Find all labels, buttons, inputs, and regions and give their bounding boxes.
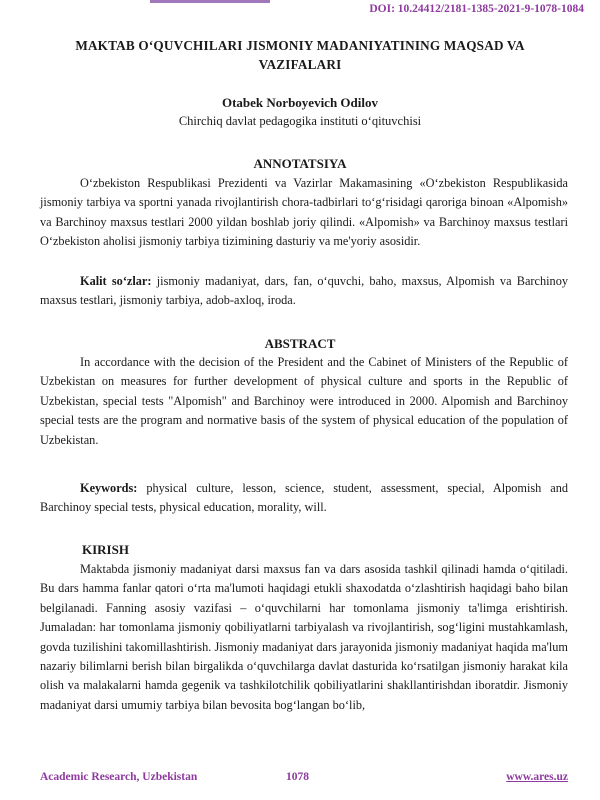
author-name: Otabek Norboyevich Odilov [221, 95, 378, 110]
header-strip [150, 0, 270, 3]
keywords-text: jismoniy madaniyat, dars, fan, o‘quvchi, baho, maxsus, Alpomish va Barchinoy maxsus testlari, jismoniy tarbiya, adob-axloq, iroda. [40, 274, 569, 308]
author-affiliation: Chirchiq davlat pedagogika instituti o‘qituvchisi [178, 114, 422, 128]
kirish-heading: KIRISH [82, 542, 129, 557]
abstract-text: In accordance with the decision of the President and the Cabinet of Ministers of the Republic of Uzbekistan on measures for further development of physical culture and sports in the Republic of Uzbekistan, special tests "Alpomish" and Barchinoy were introduced in 2000. Alpomish and Barchinoy special tests are the program and normative basis of the system of physical education of the population of Uzbekistan. [40, 355, 568, 447]
footer-page-number: 1078 [286, 771, 309, 783]
abstract-keywords [40, 479, 568, 518]
keywords-text: physical culture, lesson, science, student, assessment, special, Alpomish and Barchinoy special tests, physical education, morality, will. [40, 481, 568, 515]
annotatsiya-text: O‘zbekiston Respublikasi Prezidenti va Vazirlar Makamasining «O‘zbekiston Respublikasida jismoniy tarbiya va sportni yanada rivojlantirish chora-tadbirlari to‘g‘risidagi qaroriga binoan «Alpomish» va Barchinoy maxsus testlari 2000 yildan boshlab joriy qilindi. «Alpomish» va Barchinoy maxsus testlari O‘zbekiston aholisi jismoniy tarbiya tizimining dasturiy va me'yoriy asosidir. [40, 176, 568, 249]
kirish-text: Maktabda jismoniy madaniyat darsi maxsus fan va dars asosida tashkil qilinadi hamda o‘qitiladi. Bu dars hamma fanlar qatori o‘rta ma'lumoti haqidagi etukli shaxodatda o‘zlashtirish haqidagi baho bilan belgilanadi. Fanning asosiy vazifasi – o‘quvchilarni har tomonlama jismoniy ta'limga erishtirish. Jumaladan: har tomonlama jismoniy qobiliyatlarni tarbiyalash va rivojlantirish, sog‘ligini mustahkamlash, govda tuzilishini takomillashtirish. Jismoniy madaniyat dars jarayonida jismoniy madaniyat haqida ma'lum nazariy bilimlarni berish bilan birgalikda o‘quvchilarga davlat dasturida ko‘rsatilgan jismoniy harakat kila olish va malakalarni hamda gegenik va tashkilotchilik qobiliyatlarini shakllantirishdan iboratdir. Jismoniy madaniyat darsi umumiy tarbiya bilan bevosita bog‘langan bo‘lib, [40, 562, 568, 712]
article-title: MAKTAB O‘QUVCHILARI JISMONIY MADANIYATINING MAQSAD VA VAZIFALARI [75, 38, 525, 72]
abstract-heading: ABSTRACT [264, 336, 336, 351]
keywords-label: Keywords: [80, 481, 138, 495]
annotatsiya-keywords [40, 272, 568, 311]
footer-website-link[interactable]: www.ares.uz [506, 771, 568, 783]
annotatsiya-heading: ANNOTATSIYA [253, 156, 347, 171]
page-header [0, 0, 600, 15]
keywords-label: Kalit so‘zlar: [80, 274, 152, 288]
doi-text[interactable]: DOI: 10.24412/2181-1385-2021-9-1078-1084 [369, 3, 584, 15]
footer-journal: Academic Research, Uzbekistan [40, 771, 198, 783]
